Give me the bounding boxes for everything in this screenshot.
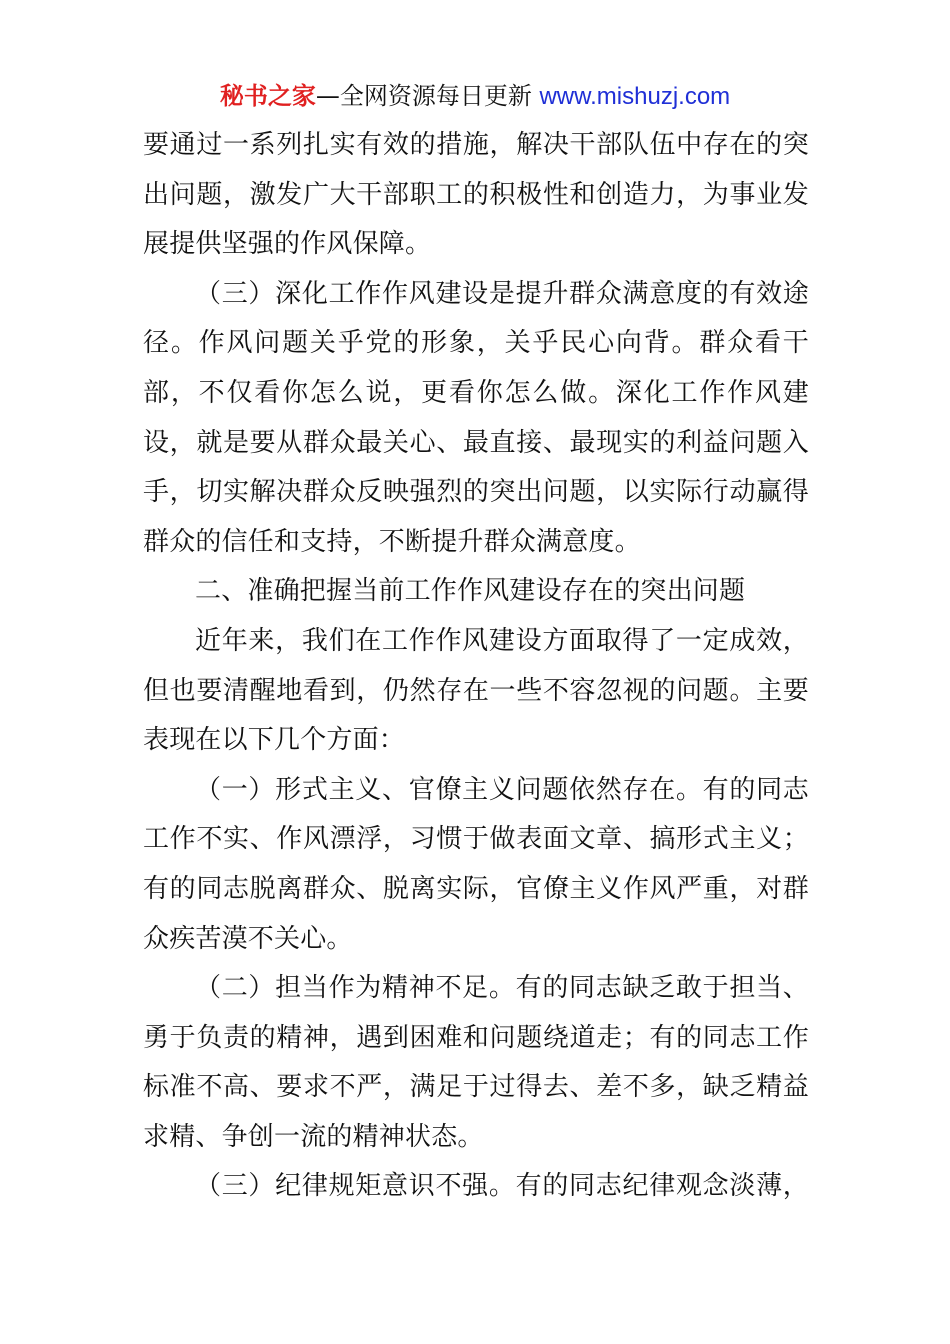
text-line: 工作不实、作风漂浮，习惯于做表面文章、搞形式主义； [143, 824, 809, 855]
text-line: 勇于负责的精神，遇到困难和问题绕道走；有的同志工作 [143, 1022, 809, 1053]
text-line: 部，不仅看你怎么说，更看你怎么做。深化工作作风建 [143, 377, 809, 408]
text-line: 展提供坚强的作风保障。 [143, 229, 432, 260]
header-tagline: —全网资源每日更新 [315, 82, 540, 110]
site-header [0, 80, 950, 113]
text-line: （三）纪律规矩意识不强。有的同志纪律观念淡薄， [195, 1171, 809, 1202]
text-line: 手，切实解决群众反映强烈的突出问题，以实际行动赢得 [143, 477, 809, 508]
text-line: 近年来，我们在工作作风建设方面取得了一定成效， [195, 625, 809, 656]
text-line: 众疾苦漠不关心。 [143, 923, 353, 954]
text-line: 求精、争创一流的精神状态。 [143, 1121, 484, 1152]
text-line: 群众的信任和支持，不断提升群众满意度。 [143, 526, 641, 557]
document-body [143, 121, 809, 1212]
text-line: 表现在以下几个方面： [143, 725, 406, 756]
site-url-link[interactable]: www.mishuzj.com [539, 83, 731, 110]
text-line: （一）形式主义、官僚主义问题依然存在。有的同志 [195, 774, 809, 805]
text-line: 标准不高、要求不严，满足于过得去、差不多，缺乏精益 [143, 1072, 809, 1103]
text-line: 出问题，激发广大干部职工的积极性和创造力，为事业发 [143, 179, 809, 210]
text-line: 二、准确把握当前工作作风建设存在的突出问题 [195, 576, 746, 607]
text-line: （二）担当作为精神不足。有的同志缺乏敢于担当、 [195, 973, 809, 1004]
brand-name: 秘书之家 [219, 82, 316, 110]
text-line: 设，就是要从群众最关心、最直接、最现实的利益问题入 [143, 427, 809, 458]
text-line: （三）深化工作作风建设是提升群众满意度的有效途 [195, 278, 809, 309]
text-line: 要通过一系列扎实有效的措施，解决干部队伍中存在的突 [143, 130, 809, 160]
text-line: 有的同志脱离群众、脱离实际，官僚主义作风严重，对群 [143, 873, 809, 904]
text-line: 径。作风问题关乎党的形象，关乎民心向背。群众看干 [143, 328, 809, 359]
text-line: 但也要清醒地看到，仍然存在一些不容忽视的问题。主要 [143, 675, 809, 706]
